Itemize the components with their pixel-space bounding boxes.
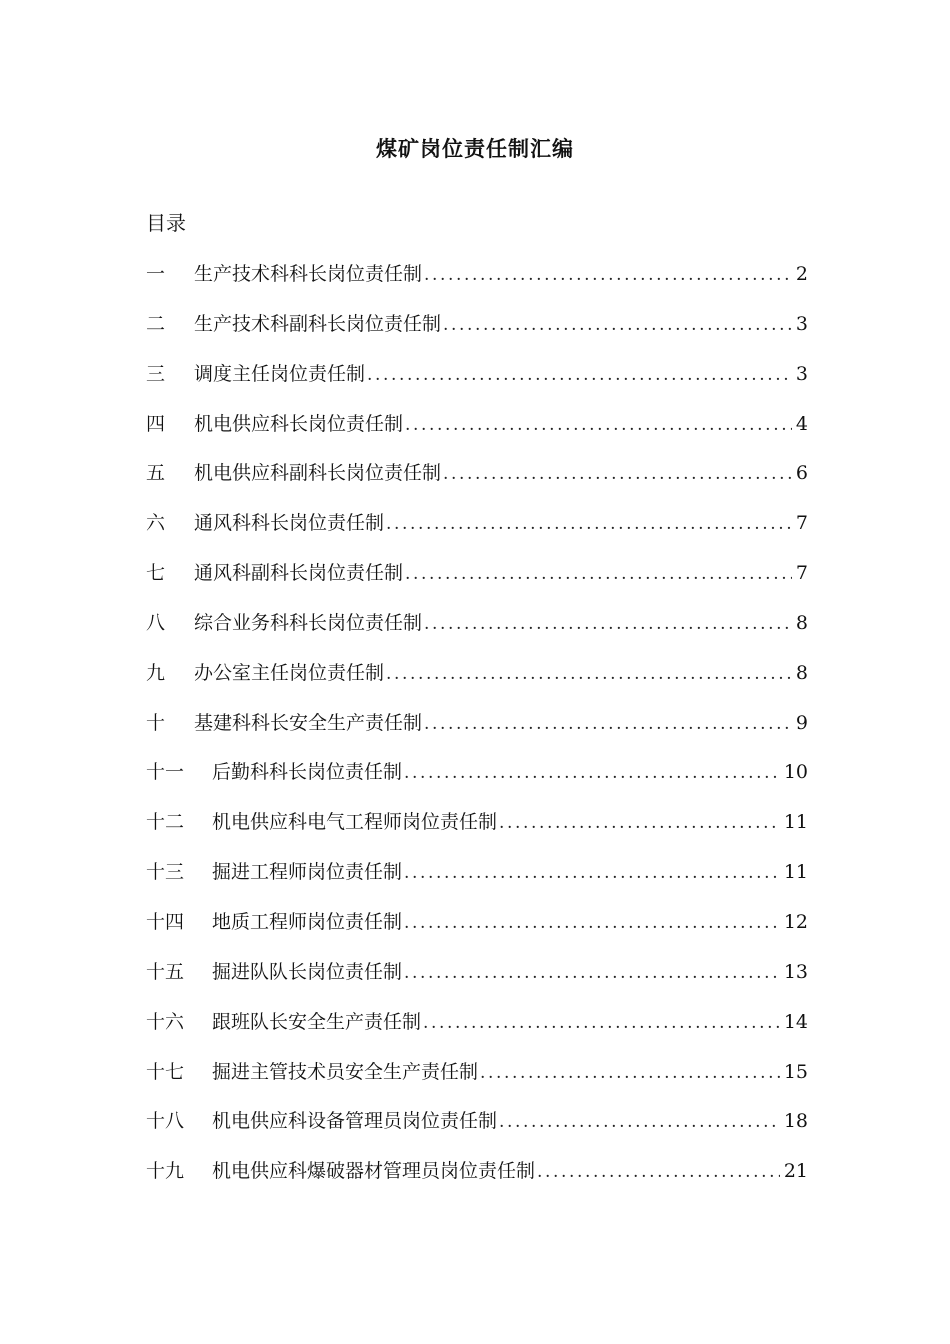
toc-entry-page[interactable]: 18 [783,1110,808,1133]
toc-entry[interactable] [146,907,808,957]
toc-entry[interactable] [146,608,808,658]
toc-entry-title[interactable]: 生产技术科副科长岗位责任制 [194,312,442,335]
toc-entry-title[interactable]: 地质工程师岗位责任制 [212,910,403,933]
toc-entry-page[interactable]: 7 [795,512,808,535]
toc-entry-page[interactable]: 4 [795,412,808,435]
toc-entry[interactable] [146,359,808,409]
toc-dot-leader [499,808,780,838]
toc-entry[interactable] [146,1106,808,1156]
toc-dot-leader [443,459,792,489]
toc-entry-page[interactable]: 13 [783,960,808,983]
toc-dot-leader [499,1107,780,1137]
toc-entry-page[interactable]: 3 [795,312,808,335]
toc-entry-page[interactable]: 10 [783,761,808,784]
toc-entry-number: 十四 [146,910,185,933]
toc-entry-page[interactable]: 11 [783,811,808,834]
toc-dot-leader [404,858,780,888]
toc-dot-leader [423,1008,780,1038]
toc-entry[interactable] [146,259,808,309]
toc-entry-page[interactable]: 12 [783,910,808,933]
toc-entry-title[interactable]: 通风科副科长岗位责任制 [194,562,404,585]
toc-entry-page[interactable]: 21 [783,1160,808,1183]
toc-entry-number: 四 [146,412,166,435]
toc-entry-title[interactable]: 掘进主管技术员安全生产责任制 [212,1060,479,1083]
toc-entry-title[interactable]: 机电供应科长岗位责任制 [194,412,404,435]
toc-dot-leader [405,559,792,589]
toc-dot-leader [386,509,792,539]
table-of-contents [146,259,808,1206]
toc-dot-leader [404,958,780,988]
toc-entry-number: 十五 [146,960,185,983]
toc-entry-page[interactable]: 8 [795,611,808,634]
toc-entry[interactable] [146,309,808,359]
toc-entry-page[interactable]: 2 [795,263,808,285]
toc-entry-number: 九 [146,661,166,684]
toc-entry[interactable] [146,807,808,857]
toc-entry-title[interactable]: 机电供应科爆破器材管理员岗位责任制 [212,1160,536,1183]
toc-entry-page[interactable]: 15 [783,1060,808,1083]
toc-entry-page[interactable]: 7 [795,562,808,585]
toc-dot-leader [404,758,780,788]
toc-entry-title[interactable]: 机电供应科副科长岗位责任制 [194,462,442,485]
toc-entry-page[interactable]: 9 [795,711,808,734]
toc-entry-number: 十三 [146,861,185,884]
toc-entry[interactable] [146,1057,808,1107]
toc-entry[interactable] [146,409,808,459]
toc-entry-title[interactable]: 通风科科长岗位责任制 [194,512,385,535]
toc-entry-title[interactable]: 综合业务科科长岗位责任制 [194,611,423,634]
toc-entry-number: 五 [146,462,166,485]
toc-entry-page[interactable]: 3 [795,362,808,385]
toc-dot-leader [367,360,792,390]
toc-entry-number: 六 [146,512,166,535]
toc-entry-number: 十二 [146,811,185,834]
toc-entry-number: 十一 [146,761,185,784]
toc-entry-number: 三 [146,362,166,385]
toc-entry[interactable] [146,458,808,508]
toc-dot-leader [480,1058,780,1088]
toc-entry-title[interactable]: 生产技术科科长岗位责任制 [194,263,423,285]
toc-entry-page[interactable]: 6 [795,462,808,485]
toc-entry-title[interactable]: 机电供应科电气工程师岗位责任制 [212,811,498,834]
toc-entry[interactable] [146,658,808,708]
toc-entry[interactable] [146,708,808,758]
toc-entry-title[interactable]: 办公室主任岗位责任制 [194,661,385,684]
toc-dot-leader [424,609,792,639]
toc-dot-leader [537,1157,780,1187]
toc-entry-title[interactable]: 机电供应科设备管理员岗位责任制 [212,1110,498,1133]
toc-entry[interactable] [146,757,808,807]
toc-entry-page[interactable]: 8 [795,661,808,684]
toc-entry-number: 二 [146,312,166,335]
toc-entry-title[interactable]: 基建科科长安全生产责任制 [194,711,423,734]
toc-entry-page[interactable]: 14 [783,1010,808,1033]
toc-dot-leader [424,260,792,290]
toc-entry-page[interactable]: 11 [783,861,808,884]
toc-entry-number: 七 [146,562,166,585]
toc-entry-number: 十七 [146,1060,185,1083]
toc-entry[interactable] [146,508,808,558]
toc-entry-title[interactable]: 跟班队长安全生产责任制 [212,1010,422,1033]
toc-entry[interactable] [146,558,808,608]
document-title: 煤矿岗位责任制汇编 [376,136,574,162]
toc-entry[interactable] [146,1007,808,1057]
toc-entry[interactable] [146,957,808,1007]
toc-entry-number: 十八 [146,1110,185,1133]
toc-entry-title[interactable]: 调度主任岗位责任制 [194,362,366,385]
toc-dot-leader [404,908,780,938]
toc-dot-leader [424,709,792,739]
toc-entry-number: 八 [146,611,166,634]
toc-dot-leader [405,410,792,440]
toc-entry[interactable] [146,1156,808,1206]
toc-entry-number: 十六 [146,1010,185,1033]
toc-entry-number: 十九 [146,1160,185,1183]
toc-entry[interactable] [146,857,808,907]
toc-heading: 目录 [146,211,186,235]
toc-entry-number: 一 [146,263,166,285]
toc-entry-title[interactable]: 掘进队队长岗位责任制 [212,960,403,983]
toc-entry-number: 十 [146,711,166,734]
toc-entry-title[interactable]: 掘进工程师岗位责任制 [212,861,403,884]
toc-entry-title[interactable]: 后勤科科长岗位责任制 [212,761,403,784]
toc-dot-leader [386,659,792,689]
toc-dot-leader [443,310,792,340]
